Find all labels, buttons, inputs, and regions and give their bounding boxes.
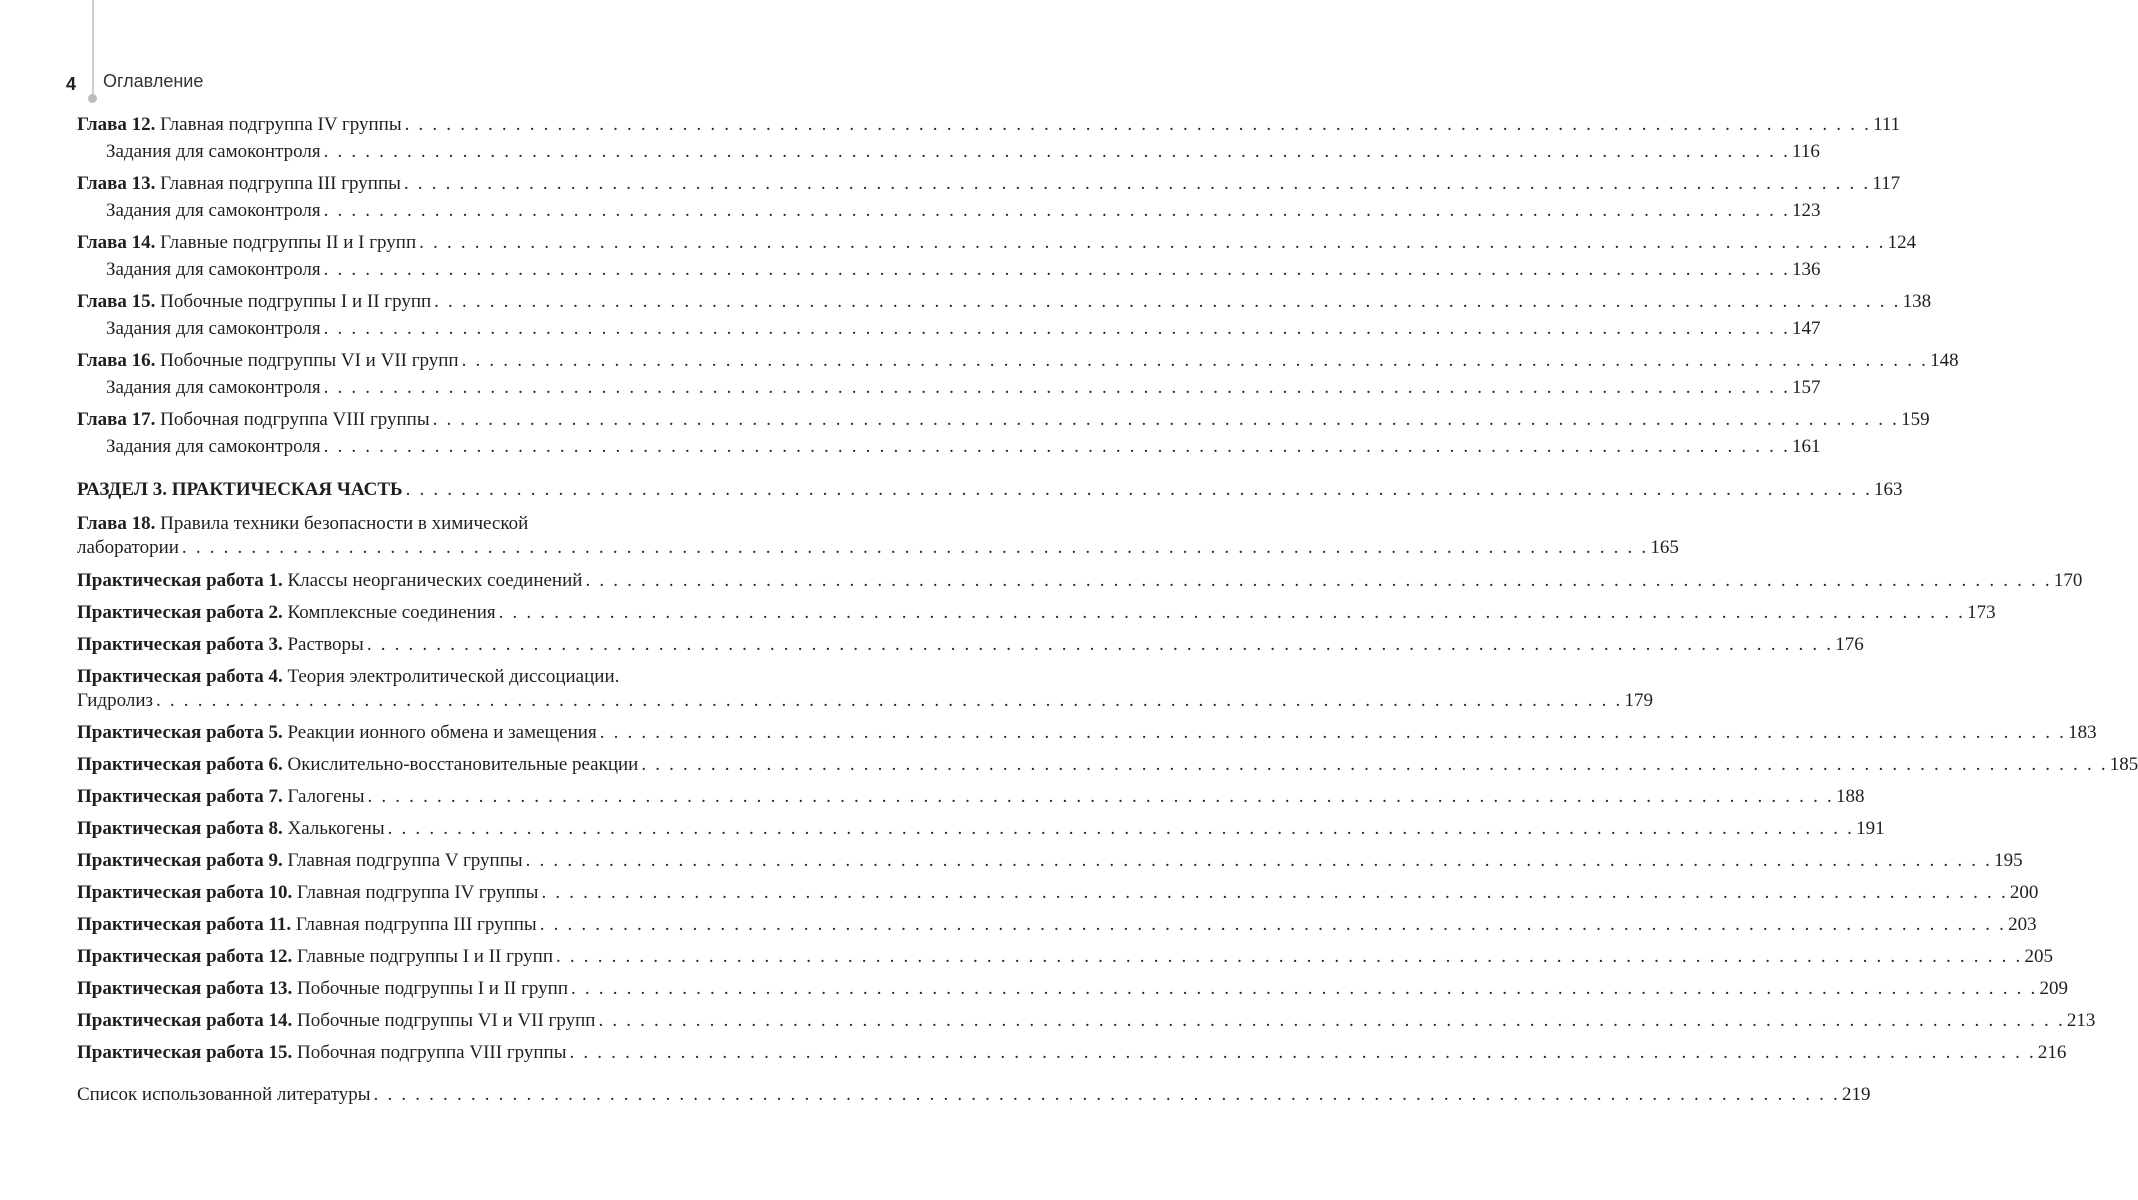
entry-page: 219 [1842,1084,1871,1105]
entry-label: Глава 14. [77,232,156,253]
entry-label: Практическая работа 14. [77,1010,293,1031]
dot-leader: . . . . . . . . . . . . . . . . . . . . . . . . . . . . . . . . . . . . . . . . . . . . . . . . . . . . . . . . . . . . . . . . . . . . . . . . . . . . . . . . . . . . . . . . . . . . . . . . . . . . . . . . . . [156,690,1623,711]
entry-label: Практическая работа 2. [77,602,283,623]
toc-entry-ch13-tasks[interactable] [77,199,1821,223]
entry-page: 216 [2037,1042,2067,1063]
entry-label: Практическая работа 10. [77,882,293,903]
entry-title: Теория электролитической диссоциации. [287,666,620,687]
entry-title: Главная подгруппа III группы [160,173,401,194]
dot-leader: . . . . . . . . . . . . . . . . . . . . . . . . . . . . . . . . . . . . . . . . . . . . . . . . . . . . . . . . . . . . . . . . . . . . . . . . . . . . . . . . . . . . . . . . . . . . . . . . . . . . . . . . . . [419,232,1886,253]
page-number: 4 [66,74,77,94]
dot-leader: . . . . . . . . . . . . . . . . . . . . . . . . . . . . . . . . . . . . . . . . . . . . . . . . . . . . . . . . . . . . . . . . . . . . . . . . . . . . . . . . . . . . . . . . . . . . . . . . . . . . . . . . . . [432,409,1900,430]
entry-title: Главная подгруппа IV группы [160,114,402,135]
entry-label: Практическая работа 8. [77,818,283,839]
entry-page: 179 [1624,690,1653,711]
dot-leader: . . . . . . . . . . . . . . . . . . . . . . . . . . . . . . . . . . . . . . . . . . . . . . . . . . . . . . . . . . . . . . . . . . . . . . . . . . . . . . . . . . . . . . . . . . . . . . . . . . . . . . . . . . [569,1042,2036,1063]
entry-title: Задания для самоконтроля [106,318,321,339]
toc-entry-pw13[interactable] [77,977,2068,1001]
toc-entry-pw7[interactable] [77,785,1865,809]
dot-leader: . . . . . . . . . . . . . . . . . . . . . . . . . . . . . . . . . . . . . . . . . . . . . . . . . . . . . . . . . . . . . . . . . . . . . . . . . . . . . . . . . . . . . . . . . . . . . . . . . . . . . . . . . . [373,1084,1840,1105]
entry-label: Практическая работа 3. [77,634,283,655]
entry-title: Комплексные соединения [287,602,496,623]
entry-page: 173 [1967,602,1996,623]
dot-leader: . . . . . . . . . . . . . . . . . . . . . . . . . . . . . . . . . . . . . . . . . . . . . . . . . . . . . . . . . . . . . . . . . . . . . . . . . . . . . . . . . . . . . . . . . . . . . . . . . . . . . . . . . . [404,114,1872,135]
dot-leader: . . . . . . . . . . . . . . . . . . . . . . . . . . . . . . . . . . . . . . . . . . . . . . . . . . . . . . . . . . . . . . . . . . . . . . . . . . . . . . . . . . . . . . . . . . . . . . . . . . . . . . . . . . [387,818,1855,839]
dot-leader: . . . . . . . . . . . . . . . . . . . . . . . . . . . . . . . . . . . . . . . . . . . . . . . . . . . . . . . . . . . . . . . . . . . . . . . . . . . . . . . . . . . . . . . . . . . . . . . . . . . . . . . . . . [525,850,1993,871]
entry-page: 163 [1874,479,1903,500]
entry-title: Растворы [287,634,364,655]
toc-entry-pw3[interactable] [77,633,1864,657]
entry-label: Практическая работа 4. [77,666,283,687]
entry-title: Задания для самоконтроля [106,200,321,221]
entry-page: 157 [1792,377,1821,398]
toc-entry-pw6[interactable] [77,753,2138,777]
table-of-contents [77,113,2138,1107]
dot-leader: . . . . . . . . . . . . . . . . . . . . . . . . . . . . . . . . . . . . . . . . . . . . . . . . . . . . . . . . . . . . . . . . . . . . . . . . . . . . . . . . . . . . . . . . . . . . . . . . . . . . . . . . . . [323,141,1791,162]
entry-title: Главные подгруппы II и I групп [160,232,417,253]
entry-label: Практическая работа 11. [77,914,292,935]
entry-title: Халькогены [287,818,385,839]
entry-title: Главная подгруппа IV группы [296,882,539,903]
entry-label: Глава 15. [77,291,156,312]
dot-leader: . . . . . . . . . . . . . . . . . . . . . . . . . . . . . . . . . . . . . . . . . . . . . . . . . . . . . . . . . . . . . . . . . . . . . . . . . . . . . . . . . . . . . . . . . . . . . . . . . . . . . . . . . . [585,570,2052,591]
dot-leader: . . . . . . . . . . . . . . . . . . . . . . . . . . . . . . . . . . . . . . . . . . . . . . . . . . . . . . . . . . . . . . . . . . . . . . . . . . . . . . . . . . . . . . . . . . . . . . . . . . . . . . . . . . [405,479,1873,500]
dot-leader: . . . . . . . . . . . . . . . . . . . . . . . . . . . . . . . . . . . . . . . . . . . . . . . . . . . . . . . . . . . . . . . . . . . . . . . . . . . . . . . . . . . . . . . . . . . . . . . . . . . . . . . . . . [641,754,2108,775]
entry-label: Глава 13. [77,173,156,194]
toc-entry-ch15-tasks[interactable] [77,317,1821,341]
dot-leader: . . . . . . . . . . . . . . . . . . . . . . . . . . . . . . . . . . . . . . . . . . . . . . . . . . . . . . . . . . . . . . . . . . . . . . . . . . . . . . . . . . . . . . . . . . . . . . . . . . . . . . . . . . [323,436,1791,457]
dot-leader: . . . . . . . . . . . . . . . . . . . . . . . . . . . . . . . . . . . . . . . . . . . . . . . . . . . . . . . . . . . . . . . . . . . . . . . . . . . . . . . . . . . . . . . . . . . . . . . . . . . . . . . . . . [323,200,1791,221]
entry-label: Глава 17. [77,409,156,430]
entry-label: Практическая работа 1. [77,570,283,591]
entry-title-cont: лаборатории [77,537,179,558]
dot-leader: . . . . . . . . . . . . . . . . . . . . . . . . . . . . . . . . . . . . . . . . . . . . . . . . . . . . . . . . . . . . . . . . . . . . . . . . . . . . . . . . . . . . . . . . . . . . . . . . . . . . . . . . . . [498,602,1966,623]
entry-title: Побочные подгруппы I и II групп [160,291,432,312]
toc-entry-pw9[interactable] [77,849,2023,873]
toc-entry-ch15[interactable] [77,290,1932,314]
entry-page: 203 [2008,914,2037,935]
entry-title: Побочные подгруппы VI и VII групп [296,1010,596,1031]
entry-title: Список использованной литературы [77,1084,371,1105]
entry-title: Окислительно-восстановительные реакции [287,754,639,775]
dot-leader: . . . . . . . . . . . . . . . . . . . . . . . . . . . . . . . . . . . . . . . . . . . . . . . . . . . . . . . . . . . . . . . . . . . . . . . . . . . . . . . . . . . . . . . . . . . . . . . . . . . . . . . . . . [323,377,1791,398]
section-title: РАЗДЕЛ 3. ПРАКТИЧЕСКАЯ ЧАСТЬ [77,479,403,500]
toc-entry-ch17-tasks[interactable] [77,435,1821,459]
entry-page: 138 [1902,291,1932,312]
entry-title: Реакции ионного обмена и замещения [287,722,597,743]
toc-entry-ch16-tasks[interactable] [77,376,1821,400]
entry-title: Побочная подгруппа VIII группы [296,1042,567,1063]
entry-label: Практическая работа 6. [77,754,283,775]
entry-title: Классы неорганических соединений [287,570,583,591]
entry-label: Глава 18. [77,513,156,534]
entry-page: 191 [1856,818,1885,839]
running-title: Оглавление [103,71,204,91]
entry-title: Задания для самоконтроля [106,377,321,398]
toc-entry-ch17[interactable] [77,408,1930,432]
toc-entry-ch14[interactable] [77,231,1917,255]
entry-page: 161 [1792,436,1821,457]
entry-label: Глава 16. [77,350,156,371]
entry-title: Побочные подгруппы I и II групп [296,978,568,999]
entry-page: 111 [1873,114,1901,135]
entry-label: Глава 12. [77,114,156,135]
toc-entry-pw8[interactable] [77,817,1885,841]
toc-entry-ch12[interactable] [77,113,1901,137]
toc-entry-pw1[interactable] [77,569,2083,593]
entry-page: 124 [1887,232,1917,253]
dot-leader: . . . . . . . . . . . . . . . . . . . . . . . . . . . . . . . . . . . . . . . . . . . . . . . . . . . . . . . . . . . . . . . . . . . . . . . . . . . . . . . . . . . . . . . . . . . . . . . . . . . . . . . . . . [366,634,1834,655]
toc-entry-pw2[interactable] [77,601,1996,625]
dot-leader: . . . . . . . . . . . . . . . . . . . . . . . . . . . . . . . . . . . . . . . . . . . . . . . . . . . . . . . . . . . . . . . . . . . . . . . . . . . . . . . . . . . . . . . . . . . . . . . . . . . . . . . . . . [434,291,1901,312]
entry-page: 188 [1835,786,1865,807]
entry-title-cont: Гидролиз [77,690,153,711]
toc-entry-pw12[interactable] [77,945,2053,969]
entry-page: 209 [2039,978,2068,999]
entry-title: Правила техники безопасности в химической [160,513,529,534]
dot-leader: . . . . . . . . . . . . . . . . . . . . . . . . . . . . . . . . . . . . . . . . . . . . . . . . . . . . . . . . . . . . . . . . . . . . . . . . . . . . . . . . . . . . . . . . . . . . . . . . . . . . . . . . . . [541,882,2008,903]
dot-leader: . . . . . . . . . . . . . . . . . . . . . . . . . . . . . . . . . . . . . . . . . . . . . . . . . . . . . . . . . . . . . . . . . . . . . . . . . . . . . . . . . . . . . . . . . . . . . . . . . . . . . . . . . . [598,1010,2065,1031]
entry-label: Практическая работа 7. [77,786,283,807]
dot-leader: . . . . . . . . . . . . . . . . . . . . . . . . . . . . . . . . . . . . . . . . . . . . . . . . . . . . . . . . . . . . . . . . . . . . . . . . . . . . . . . . . . . . . . . . . . . . . . . . . . . . . . . . . . [461,350,1929,371]
dot-leader: . . . . . . . . . . . . . . . . . . . . . . . . . . . . . . . . . . . . . . . . . . . . . . . . . . . . . . . . . . . . . . . . . . . . . . . . . . . . . . . . . . . . . . . . . . . . . . . . . . . . . . . . . . [181,537,1649,558]
entry-page: 213 [2066,1010,2096,1031]
entry-page: 165 [1650,537,1679,558]
entry-title: Главная подгруппа V группы [287,850,523,871]
entry-label: Практическая работа 9. [77,850,283,871]
toc-entry-ch18[interactable] [77,512,1679,560]
toc-entry-references[interactable] [77,1083,1871,1107]
dot-leader: . . . . . . . . . . . . . . . . . . . . . . . . . . . . . . . . . . . . . . . . . . . . . . . . . . . . . . . . . . . . . . . . . . . . . . . . . . . . . . . . . . . . . . . . . . . . . . . . . . . . . . . . . . [323,259,1791,280]
dot-leader: . . . . . . . . . . . . . . . . . . . . . . . . . . . . . . . . . . . . . . . . . . . . . . . . . . . . . . . . . . . . . . . . . . . . . . . . . . . . . . . . . . . . . . . . . . . . . . . . . . . . . . . . . . [556,946,2023,967]
dot-leader: . . . . . . . . . . . . . . . . . . . . . . . . . . . . . . . . . . . . . . . . . . . . . . . . . . . . . . . . . . . . . . . . . . . . . . . . . . . . . . . . . . . . . . . . . . . . . . . . . . . . . . . . . . [599,722,2067,743]
entry-page: 170 [2053,570,2083,591]
entry-title: Главная подгруппа III группы [295,914,537,935]
toc-entry-ch14-tasks[interactable] [77,258,1821,282]
entry-page: 117 [1872,173,1901,194]
toc-entry-section3[interactable] [77,478,1903,502]
entry-title: Задания для самоконтроля [106,259,321,280]
entry-page: 136 [1792,259,1821,280]
dot-leader: . . . . . . . . . . . . . . . . . . . . . . . . . . . . . . . . . . . . . . . . . . . . . . . . . . . . . . . . . . . . . . . . . . . . . . . . . . . . . . . . . . . . . . . . . . . . . . . . . . . . . . . . . . [367,786,1834,807]
entry-page: 176 [1835,634,1864,655]
entry-label: Практическая работа 15. [77,1042,293,1063]
toc-entry-pw11[interactable] [77,913,2037,937]
entry-page: 195 [1994,850,2023,871]
entry-title: Галогены [287,786,365,807]
entry-page: 159 [1901,409,1930,430]
entry-title: Задания для самоконтроля [106,436,321,457]
entry-title: Побочные подгруппы VI и VII групп [160,350,459,371]
dot-leader: . . . . . . . . . . . . . . . . . . . . . . . . . . . . . . . . . . . . . . . . . . . . . . . . . . . . . . . . . . . . . . . . . . . . . . . . . . . . . . . . . . . . . . . . . . . . . . . . . . . . . . . . . . [539,914,2007,935]
entry-page: 148 [1930,350,1959,371]
entry-label: Практическая работа 12. [77,946,293,967]
entry-page: 123 [1792,200,1821,221]
dot-leader: . . . . . . . . . . . . . . . . . . . . . . . . . . . . . . . . . . . . . . . . . . . . . . . . . . . . . . . . . . . . . . . . . . . . . . . . . . . . . . . . . . . . . . . . . . . . . . . . . . . . . . . . . . [571,978,2038,999]
entry-page: 200 [2009,882,2039,903]
dot-leader: . . . . . . . . . . . . . . . . . . . . . . . . . . . . . . . . . . . . . . . . . . . . . . . . . . . . . . . . . . . . . . . . . . . . . . . . . . . . . . . . . . . . . . . . . . . . . . . . . . . . . . . . . . [403,173,1871,194]
toc-entry-ch13[interactable] [77,172,1901,196]
toc-entry-pw5[interactable] [77,721,2097,745]
margin-rule [92,0,94,96]
dot-leader: . . . . . . . . . . . . . . . . . . . . . . . . . . . . . . . . . . . . . . . . . . . . . . . . . . . . . . . . . . . . . . . . . . . . . . . . . . . . . . . . . . . . . . . . . . . . . . . . . . . . . . . . . . [323,318,1791,339]
toc-entry-pw14[interactable] [77,1009,2096,1033]
toc-entry-ch16[interactable] [77,349,1959,373]
toc-entry-pw10[interactable] [77,881,2039,905]
entry-page: 185 [2109,754,2138,775]
entry-title: Задания для самоконтроля [106,141,321,162]
entry-page: 205 [2024,946,2053,967]
entry-page: 183 [2068,722,2097,743]
entry-title: Главные подгруппы I и II групп [296,946,553,967]
entry-label: Практическая работа 5. [77,722,283,743]
margin-rule-dot [88,94,97,103]
toc-entry-pw15[interactable] [77,1041,2067,1065]
toc-entry-ch12-tasks[interactable] [77,140,1820,164]
entry-page: 116 [1792,141,1820,162]
entry-title: Побочная подгруппа VIII группы [160,409,430,430]
toc-entry-pw4[interactable] [77,665,1653,713]
entry-page: 147 [1792,318,1821,339]
entry-label: Практическая работа 13. [77,978,293,999]
